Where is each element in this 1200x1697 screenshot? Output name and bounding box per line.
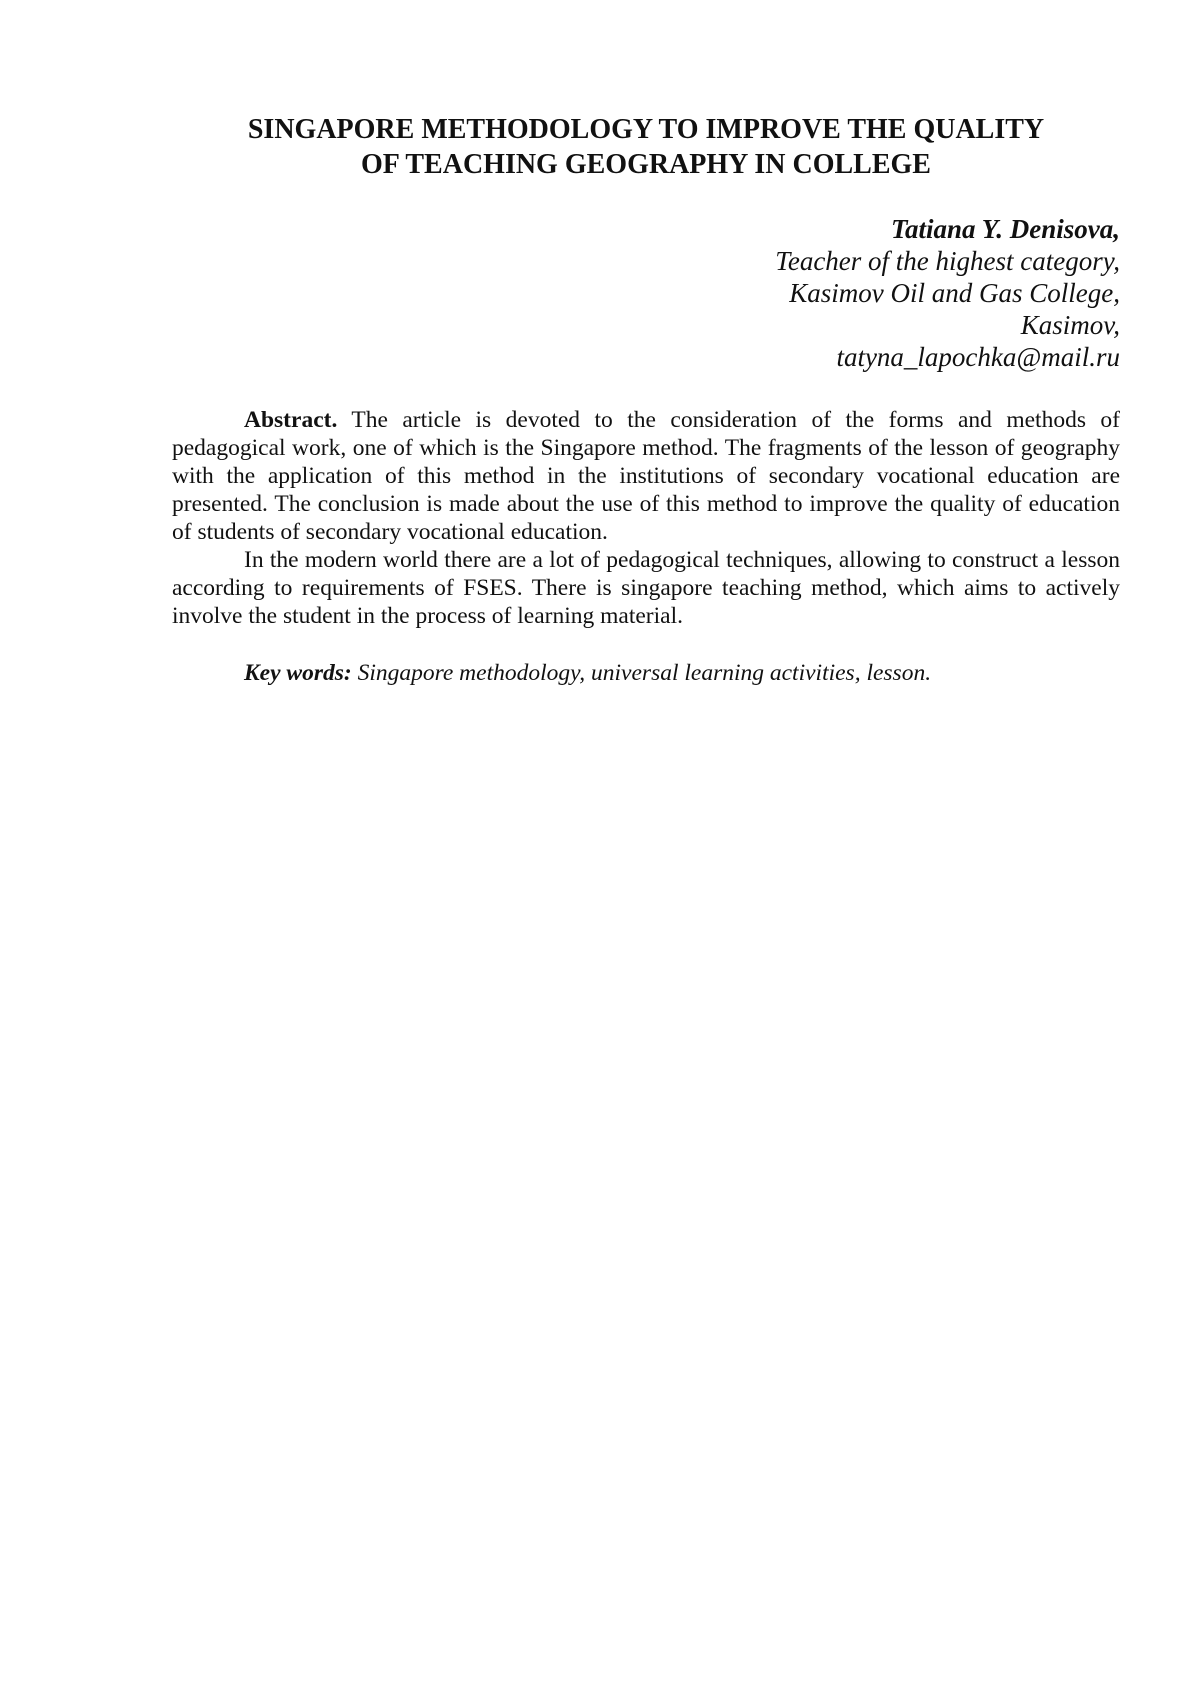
abstract-label: Abstract. — [244, 407, 337, 433]
author-city: Kasimov, — [600, 309, 1120, 341]
keywords-text: Singapore methodology, universal learning activities, lesson. — [352, 660, 931, 686]
author-position: Teacher of the highest category, — [600, 245, 1120, 277]
paper-title — [172, 112, 1120, 182]
author-institution: Kasimov Oil and Gas College, — [600, 277, 1120, 309]
keywords-section — [172, 659, 1120, 687]
abstract-paragraph — [172, 406, 1120, 546]
abstract-text: The article is devoted to the consideration of the forms and methods of pedagogical work, one of which is the Singapore method. The fragments of the lesson of geography with the application of this method in the institutions of secondary vocational education are presented. The conclusion is made about the use of this method to improve the quality of education of students of secondary vocational education. — [172, 407, 1120, 545]
author-email: tatyna_lapochka@mail.ru — [600, 341, 1120, 373]
abstract-section — [172, 406, 1120, 630]
intro-paragraph: In the modern world there are a lot of pedagogical techniques, allowing to construct a lesson according to requirements of FSES. There is singapore teaching method, which aims to actively involve the student in the process of learning material. — [172, 546, 1120, 630]
author-name: Tatiana Y. Denisova, — [600, 213, 1120, 245]
title-line-1: SINGAPORE METHODOLOGY TO IMPROVE THE QUALITY — [172, 112, 1120, 147]
paper-page — [0, 0, 1200, 1697]
keywords-label: Key words: — [244, 660, 352, 686]
title-line-2: OF TEACHING GEOGRAPHY IN COLLEGE — [172, 147, 1120, 182]
author-info — [600, 213, 1120, 373]
